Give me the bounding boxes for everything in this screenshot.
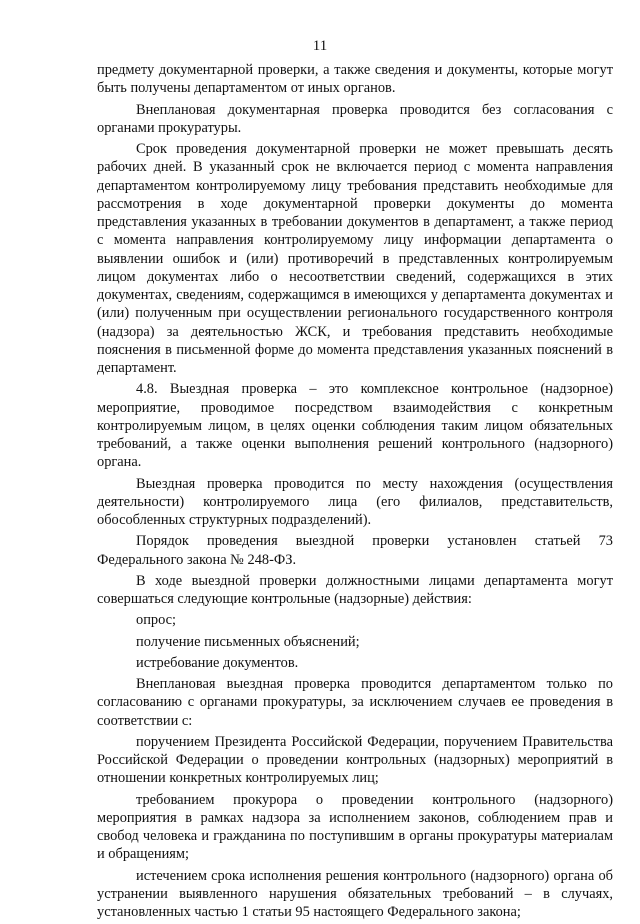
paragraph-unscheduled-on-site-check: Внеплановая выездная проверка проводится департаментом только по согласованию с органами прокуратуры, за исключением случаев ее проведения в соответствии с:: [97, 676, 613, 729]
paragraph-on-site-check-procedure: Порядок проведения выездной проверки установлен статьей 73 Федерального закона № 248-ФЗ.: [97, 533, 613, 568]
document-body: [97, 61, 613, 924]
paragraph-continuation: предмету документарной проверки, а также сведения и документы, которые могут быть получены департаментом от иных органов.: [97, 62, 613, 97]
paragraph-unscheduled-documentary-check: Внеплановая документарная проверка проводится без согласования с органами прокуратуры.: [97, 101, 613, 136]
page-number: 11: [312, 38, 328, 54]
list-item-written-explanations: получение письменных объяснений;: [136, 633, 360, 650]
paragraph-4-8-on-site-check: 4.8. Выездная проверка – это комплексное контрольное (надзорное) мероприятие, проводимое посредством взаимодействия с конкретным контролируемым лицом, в целях оценки соблюдения таким лицом обязательных требований, а также оценки выполнения решений контрольного (надзорного) органа.: [97, 381, 613, 471]
paragraph-prosecutor-requirement: требованием прокурора о проведении контрольного (надзорного) мероприятия в рамках надзора за исполнением законов, соблюдением прав и свобод человека и гражданина по поступившим в органы прокуратуры материалам и обращениям;: [97, 791, 613, 863]
paragraph-president-order: поручением Президента Российской Федерации, поручением Правительства Российской Федерации о проведении контрольных (надзорных) мероприятий в отношении конкретных контролируемых лиц;: [97, 733, 613, 787]
paragraph-decision-expiry: истечением срока исполнения решения контрольного (надзорного) органа об устранении выявленного нарушения обязательных требований – в случаях, установленных частью 1 статьи 95 настоящего Федерального закона;: [97, 867, 613, 920]
paragraph-documentary-check-term: Срок проведения документарной проверки не может превышать десять рабочих дней. В указанный срок не включается период с момента направления департаментом контролируемому лицу требования представить необходимые для рассмотрения в ходе документарной проверки документы до момента представления указанных в требовании документов в департамент, а также период с момента направления контролируемому лицу информации департамента о выявлении ошибок и (или) противоречий в представленных контролируемым лицом документах либо о несоответствии сведений, содержащихся в этих документах, сведениям, содержащимся в имеющихся у департамента документах и (или) полученным при осуществлении регионального государственного контроля (надзора) за деятельностью ЖСК, и требования представить необходимые пояснения в письменной форме до момента представления указанных пояснений в департамент.: [97, 141, 613, 376]
list-item-document-request: истребование документов.: [136, 654, 299, 671]
paragraph-control-actions-intro: В ходе выездной проверки должностными лицами департамента могут совершаться следующие контрольные (надзорные) действия:: [97, 572, 613, 607]
paragraph-on-site-check-location: Выездная проверка проводится по месту нахождения (осуществления деятельности) контролируемого лица (его филиалов, представительств, обособленных структурных подразделений).: [97, 475, 613, 528]
list-item-survey: опрос;: [136, 612, 177, 629]
